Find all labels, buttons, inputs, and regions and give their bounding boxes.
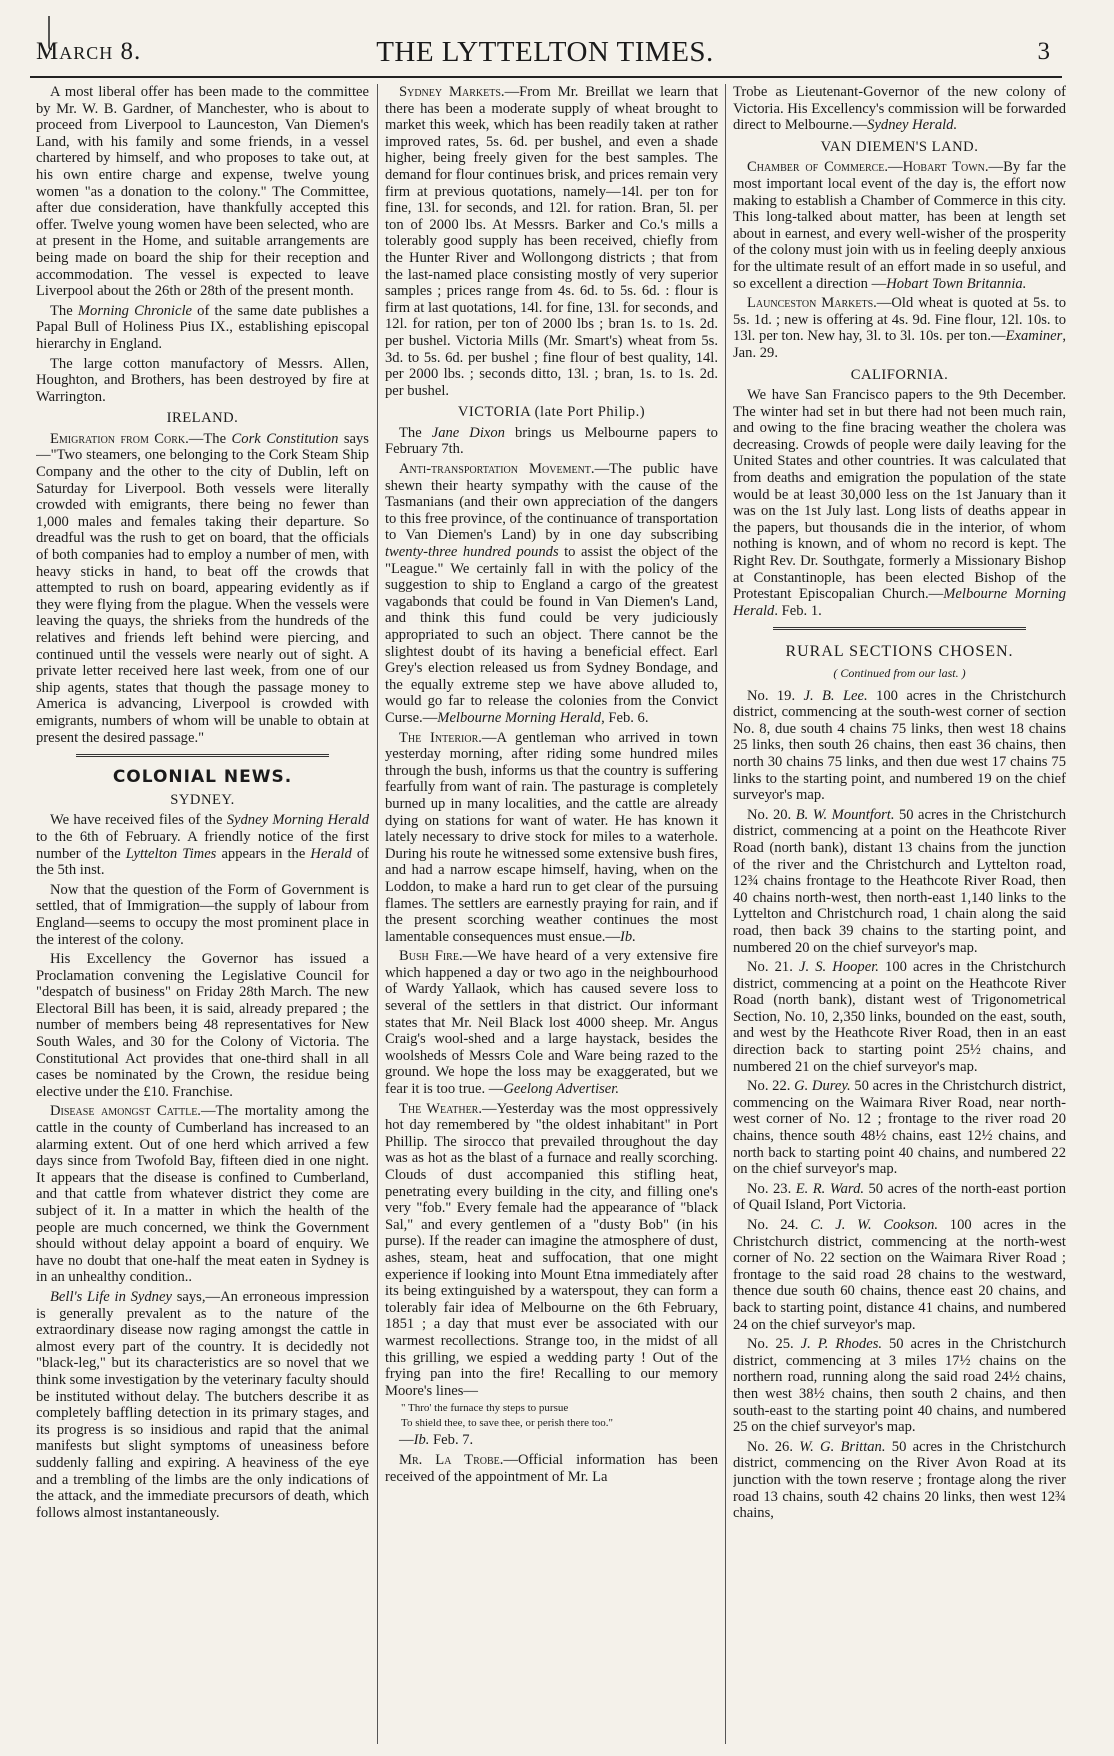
section-entry: No. 19. J. B. Lee. 100 acres in the Christchurch district, commencing at the south-west corner of section No. 8, due south 4 chains 75 links, then west 18 chains 25 links, then south 26 chains, then east 36 chains, then north 30 chains 75 links, and then due west 17 chains 75 links to the starting point, and numbered 19 on the chief surveyor's map. [733, 687, 1066, 804]
article-paragraph: Sydney Markets.—From Mr. Breillat we learn that there has been a moderate supply of wheat brought to market this week, which has been readily taken at rather improved rates, 5s. 6d. per bushel, and even a shade higher, being freely given for the best samples. The demand for flour continues brisk, and prices remain very firm at previous quotations, namely—14l. per ton for fine, 13l. for seconds, and 12l. for ration. Bran, 5l. per ton of 2000 lbs. At Messrs. Barker and Co.'s mills a tolerably good supply has been received, chiefly from the Hunter River and Wollongong districts ; that from the last-named place consisting mostly of very superior samples ; prices range from 4s. 6d. to 5s. 6d. : flour is firm at last quotations, 14l. for fine, 13l. for seconds, and 12l. for ration, per ton of 2000 lbs ; bran 1s. to 1s. 2d. per bushel. Victoria Mills (Mr. Smart's) wheat from 5s. 3d. to 5s. 6d. per bushel ; fine flour of best quality, 14l. per 2000 lbs. ; seconds ditto, 13l. ; bran, 1s. to 1s. 2d. per bushel. [385, 84, 718, 399]
article-paragraph: Anti-transportation Movement.—The public have shewn their hearty sympathy with the cause of the Tasmanians (and their own appreciation of the dangers to this free province, of the continuance of transportation to Van Diemen's Land) by in one day subscribing twenty-three hundred pounds to assist the object of the "League." We certainly fall in with the policy of the suggestion to ship to England a cargo of the greatest vagabonds that could be found in Van Diemen's Land, and think this fund could be very judiciously appropriated to such an object. There cannot be the slightest doubt of its having a beneficial effect. Earl Grey's election released us from Sydney Bondage, and the equally extreme step we have above alluded to, would go far to release the colonies from the Convict Curse.—Melbourne Morning Herald, Feb. 6. [385, 461, 718, 726]
article-paragraph: Now that the question of the Form of Government is settled, that of Immigration—the supply of labour from England—seems to occupy the most prominent place in the interest of the colony. [36, 881, 369, 948]
section-divider [773, 627, 1026, 630]
section-heading-van-diemens-land: VAN DIEMEN'S LAND. [820, 138, 979, 155]
article-paragraph: The Interior.—A gentleman who arrived in town yesterday morning, after riding some hundred miles through the bush, informs us that the country is suffering fearfully from want of rain. The pasturage is completely burned up in many localities, and the cattle are already dying on stations for want of water. He has known it lately necessary to drive stock for miles to a waterhole. During his route he witnessed some extensive bush fires, and had a narrow escape himself, having, when on the Loddon, to make a hard run to get clear of the pursuing flames. The settlers are earnestly praying for rain, and if the present scorching weather continues the most lamentable consequences must ensue.—Ib. [385, 729, 718, 945]
article-paragraph: Bell's Life in Sydney says,—An erroneous impression is generally prevalent as to the nature of the extraordinary disease now raging amongst the cattle in almost every part of the country. It is decidedly not "black-leg," but its characteristics are so novel that we think some investigation by the veterinary faculty should be instituted without delay. The butchers describe it as completely baffling detection in its primary stages, and its progress is so insidious and rapid that the animal manifests but slight symptoms of uneasiness before suddenly falling and expiring. A heaviness of the eye and a trembling of the limbs are the only indications of the attack, and the immediate precursors of death, which follows almost instantaneously. [36, 1288, 369, 1521]
column-rule [725, 84, 726, 1744]
masthead [30, 34, 1060, 74]
article-paragraph: —Ib. Feb. 7. [399, 1432, 474, 1449]
article-paragraph: We have received files of the Sydney Morning Herald to the 6th of February. A friendly notice of the first number of the Lyttelton Times appears in the Herald of the 5th inst. [36, 812, 369, 879]
column-3 [733, 84, 1066, 1744]
section-heading-rural-sections: RURAL SECTIONS CHOSEN. [785, 643, 1014, 661]
continued-note: ( Continued from our last. ) [833, 666, 966, 680]
article-paragraph: His Excellency the Governor has issued a Proclamation convening the Legislative Council for "despatch of business" on Friday 28th March. The new Electoral Bill has been, it is said, already prepared ; the number of members being 48 representatives for New South Wales, and 30 for the Colony of Victoria. The Constitutional Act provides that one-third shall in all cases be nominated by the Crown, the residue being elective under the £10. Franchise. [36, 951, 369, 1100]
masthead-rule [30, 76, 1062, 78]
verse-line: " Thro' the furnace thy steps to pursue [401, 1402, 569, 1415]
section-entry: No. 24. C. J. W. Cookson. 100 acres in the Christchurch district, commencing at the north-west corner of No. 22 section on the Waimara River Road ; frontage to the said road 28 chains to the westward, thence due south 60 chains, thence east 20 chains, and back to starting point, distance 41 chains, and numbered 24 on the chief surveyor's map. [733, 1217, 1066, 1333]
article-paragraph: The Morning Chronicle of the same date publishes a Papal Bull of Holiness Pius IX., establishing episcopal hierarchy in England. [36, 302, 369, 352]
column-rule [377, 84, 378, 1744]
newspaper-title: THE LYTTELTON TIMES. [376, 36, 714, 68]
article-paragraph: We have San Francisco papers to the 9th December. The winter had set in but there had not been much rain, and owing to the fine bracing weather the cholera was decreasing. Crowds of people were daily leaving for the United States and other countries. It was calculated that from deaths and emigration the population of the state would be at least 30,000 less on the 1st January than it was on the 1st July last. Long lists of deaths appear in the papers, but thousands die in the interior, of whom nothing is known, and of whom no record is kept. The Right Rev. Dr. Southgate, formerly a Missionary Bishop at Constantinople, has been elected Bishop of the Protestant Episcopalian Church.—Melbourne Morning Herald. Feb. 1. [733, 387, 1066, 619]
page-number: 3 [1037, 38, 1050, 65]
article-paragraph: Disease amongst Cattle.—The mortality among the cattle in the county of Cumberland has increased to an alarming extent. Out of one herd which arrived a few days since from Twofold Bay, fifteen died in one night. It appears that the disease is confined to Cumberland, and that cattle from whatever district they come are subject of it. In a matter in which the health of the people are much concerned, we think the Government should without delay appoint a board of enquiry. We have no doubt that one-half the meat eaten in Sydney is in an unhealthy condition.. [36, 1103, 369, 1286]
article-paragraph: A most liberal offer has been made to the committee by Mr. W. B. Gardner, of Manchester, who is about to proceed from Liverpool to Launceston, Van Diemen's Land, with his family and some friends, in a vessel chartered by himself, and who proposes to take out, at his own entire charge and expense, twelve young women "as a donation to the colony." The Committee, after due consideration, have thankfully accepted this offer. Twelve young women have been selected, who are at present in the Home, and suitable arrangements are being made on board the ship for their reception and accommodation. The vessel is expected to leave Liverpool about the 26th or 28th of the present month. [36, 84, 369, 300]
section-heading-colonial-news: COLONIAL NEWS. [112, 767, 293, 788]
article-paragraph: Trobe as Lieutenant-Governor of the new colony of Victoria. His Excellency's commission will be forwarded direct to Melbourne.—Sydney Herald. [733, 84, 1066, 134]
verse-line: To shield thee, to save thee, or perish there too." [401, 1417, 614, 1430]
section-entry: No. 20. B. W. Mountfort. 50 acres in the Christchurch district, commencing at a point on the Heathcote River Road (north bank), distant 13 chains from the junction of the river and the Christchurch and Lyttelton road, 12¾ chains frontage to the Heathcote River Road, then 40 chains north-west, then north-east 1,140 links to the Lyttelton and Christchurch road, 1 chain along the said road, then back 39 chains to the starting point, and numbered 20 on the chief surveyor's map. [733, 806, 1066, 956]
section-heading-sydney: SYDNEY. [170, 791, 235, 808]
section-entry: No. 22. G. Durey. 50 acres in the Christchurch district, commencing on the Waimara River Road, near north-west corner of No. 12 ; frontage to the river road 20 chains, thence south 48½ chains, east 12½ chains, and north back to starting point 40 chains, and numbered 22 on the chief surveyor's map. [733, 1078, 1066, 1178]
article-paragraph: The large cotton manufactory of Messrs. Allen, Houghton, and Brothers, has been destroyed by fire at Warrington. [36, 355, 369, 405]
article-paragraph: Emigration from Cork.—The Cork Constitution says—"Two steamers, one belonging to the Cork Steam Ship Company and the other to the city of Dublin, left on Saturday for Liverpool. Both vessels were literally crowded with emigrants, there being no fewer than 1,000 males and females taking their departure. So dreadful was the rush to get on board, that the officials of both companies had to employ a number of men, with heavy sticks in hand, to beat off the crowds that attempted to rush on board, appearing evidently as if they were flying from the plague. When the vessels were leaving the quays, the shrieks from the hundreds of the relatives and friends left behind were piercing, and continued until the vessels were nearly out of sight. A private letter received here last week, from one of our ship agents, states that though the passage money to America is advancing, Liverpool is crowded with emigrants, numbers of whom will be unable to obtain at present the desired passage." [36, 430, 369, 746]
section-heading-california: CALIFORNIA. [850, 366, 949, 383]
article-paragraph: Launceston Markets.—Old wheat is quoted at 5s. to 5s. 1d. ; new is offering at 4s. 9d. Fine flour, 12l. 10s. to 13l. per ton. New hay, 3l. to 3l. 10s. per ton.—Examiner, Jan. 29. [733, 295, 1066, 361]
article-paragraph: Chamber of Commerce.—Hobart Town.—By far the most important local event of the day is, the effort now making to establish a Chamber of Commerce in this city. This long-talked about matter, has been at length set about in earnest, and every well-wisher of the prosperity of the colony must join with us in feeling deeply anxious for the ultimate result of an effort made in so useful, and so excellent a direction —Hobart Town Britannia. [733, 159, 1066, 292]
article-paragraph: Bush Fire.—We have heard of a very extensive fire which happened a day or two ago in the neighbourhood of Wardy Yallaok, which has caused severe loss to several of the settlers in that district. Our informant states that Mr. Neil Black lost 4000 sheep. Mr. Angus Craig's wool-shed and a large haystack, besides the woolsheds of Messrs Cole and Ware being razed to the ground. We hope the loss may be exaggerated, but we fear it is too true. —Geelong Advertiser. [385, 948, 718, 1098]
column-1 [36, 84, 369, 1744]
section-entry: No. 21. J. S. Hooper. 100 acres in the Christchurch district, commencing at a point on the Heathcote River Road (north bank), distant west of Trigonometrical Section, No. 10, 2,350 links, bounded on the east, south, and west by the Heathcote River Road, then in an east direction back to starting point 25½ chains, and numbered 21 on the chief surveyor's map. [733, 959, 1066, 1075]
section-entry: No. 26. W. G. Brittan. 50 acres in the Christchurch district, commencing on the River Avon Road at its junction with the town reserve ; frontage along the river road 13 chains, south 42 chains 20 links, then west 12¾ chains, [733, 1438, 1066, 1522]
issue-date: March 8. [36, 38, 142, 65]
section-entry: No. 23. E. R. Ward. 50 acres of the north-east portion of Quail Island, Port Victoria. [733, 1180, 1066, 1214]
section-heading-victoria: VICTORIA (late Port Philip.) [457, 404, 646, 421]
article-paragraph: Mr. La Trobe.—Official information has been received of the appointment of Mr. La [385, 1451, 718, 1485]
section-entry: No. 25. J. P. Rhodes. 50 acres in the Christchurch district, commencing at 3 miles 17½ chains on the northern road, running along the said road 24½ chains, then west 38½ chains, then south 2 chains, and then south-east to the starting point 40 chains, and numbered 25 on the chief surveyor's map. [733, 1336, 1066, 1436]
article-paragraph: The Weather.—Yesterday was the most oppressively hot day remembered by "the oldest inhabitant" in Port Phillip. The sirocco that prevailed throughout the day was as hot as the blast of a furnace and really scorching. Clouds of dust accompanied this stifling heat, penetrating every building in the city, and filling one's very "fob." Every female had the appearance of "black Sal," and every gentlemen of a "dusty Bob" (in his purse). If the reader can imagine the atmosphere of dust, ashes, steam, heat and suffocation, that one might experience if looking into Mount Etna immediately after its being extinguished by a waterspout, they can form a tolerably fair idea of Melbourne on the 6th February, 1851 ; a day that must ever be associated with our warmest recollections. Strange too, in the midst of all this grilling, we espied a wedding party ! Out of the frying pan into the fire! Recalling to our memory Moore's lines— [385, 1100, 718, 1399]
article-paragraph: The Jane Dixon brings us Melbourne papers to February 7th. [385, 424, 718, 458]
section-divider [76, 754, 329, 757]
section-heading-ireland: IRELAND. [166, 410, 239, 427]
column-2 [385, 84, 718, 1744]
